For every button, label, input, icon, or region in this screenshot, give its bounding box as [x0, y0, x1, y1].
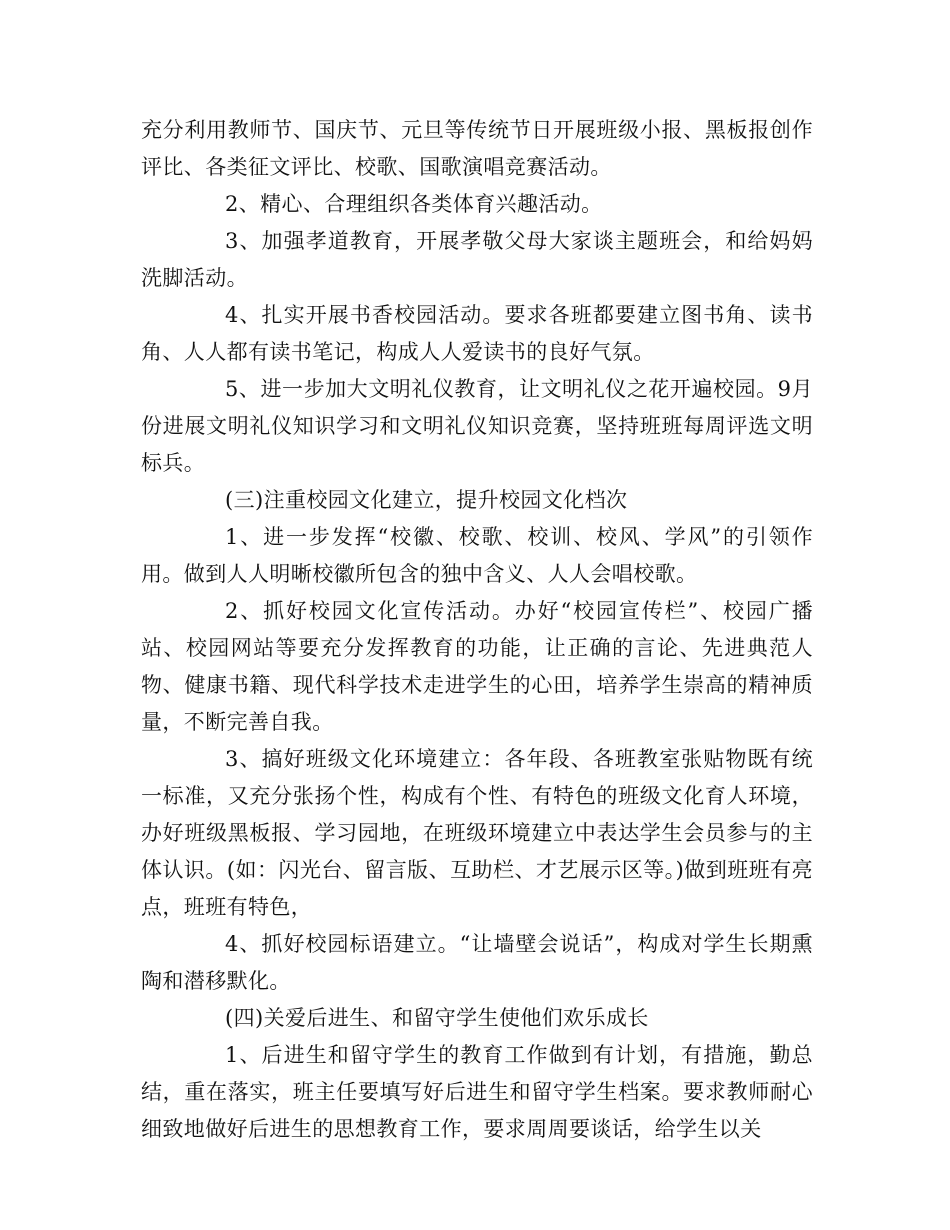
paragraph-continuation: 充分利用教师节、国庆节、元旦等传统节日开展班级小报、黑板报创作评比、各类征文评比、校歌、国歌演唱竞赛活动。	[141, 118, 813, 179]
section-heading-4: (四)关爱后进生、和留守学生使他们欢乐成长	[225, 1006, 649, 1030]
paragraph-section3-item-4: 4、抓好校园标语建立。“让墙壁会说话”，构成对学生长期熏陶和潜移默化。	[141, 932, 813, 993]
paragraph-item-3: 3、加强孝道教育，开展孝敬父母大家谈主题班会，和给妈妈洗脚活动。	[141, 229, 813, 290]
paragraph-item-4: 4、扎实开展书香校园活动。要求各班都要建立图书角、读书角、人人都有读书笔记，构成人人爱读书的良好气氛。	[141, 303, 813, 364]
paragraph-section4-item-1: 1、后进生和留守学生的教育工作做到有计划，有措施，勤总结，重在落实，班主任要填写好后进生和留守学生档案。要求教师耐心细致地做好后进生的思想教育工作，要求周周要谈话，给学生以关	[141, 1043, 813, 1141]
paragraph-section3-item-3: 3、搞好班级文化环境建立：各年段、各班教室张贴物既有统一标准，又充分张扬个性，构成有个性、有特色的班级文化育人环境，办好班级黑板报、学习园地，在班级环境建立中表达学生会员参与的主体认识。(如：闪光台、留言版、互助栏、才艺展示区等。)做到班班有亮点，班班有特色，	[141, 747, 813, 919]
paragraph-item-2: 2、精心、合理组织各类体育兴趣活动。	[225, 192, 603, 216]
paragraph-item-5: 5、进一步加大文明礼仪教育，让文明礼仪之花开遍校园。9月份进展文明礼仪知识学习和文明礼仪知识竞赛，坚持班班每周评选文明标兵。	[141, 377, 813, 475]
section-heading-3: (三)注重校园文化建立，提升校园文化档次	[225, 488, 628, 512]
document-body	[141, 112, 813, 1148]
paragraph-section3-item-2: 2、抓好校园文化宣传活动。办好“校园宣传栏”、校园广播站、校园网站等要充分发挥教育的功能，让正确的言论、先进典范人物、健康书籍、现代科学技术走进学生的心田，培养学生崇高的精神质量，不断完善自我。	[141, 599, 813, 734]
paragraph-section3-item-1: 1、进一步发挥“校徽、校歌、校训、校风、学风”的引领作用。做到人人明晰校徽所包含的独中含义、人人会唱校歌。	[141, 525, 813, 586]
